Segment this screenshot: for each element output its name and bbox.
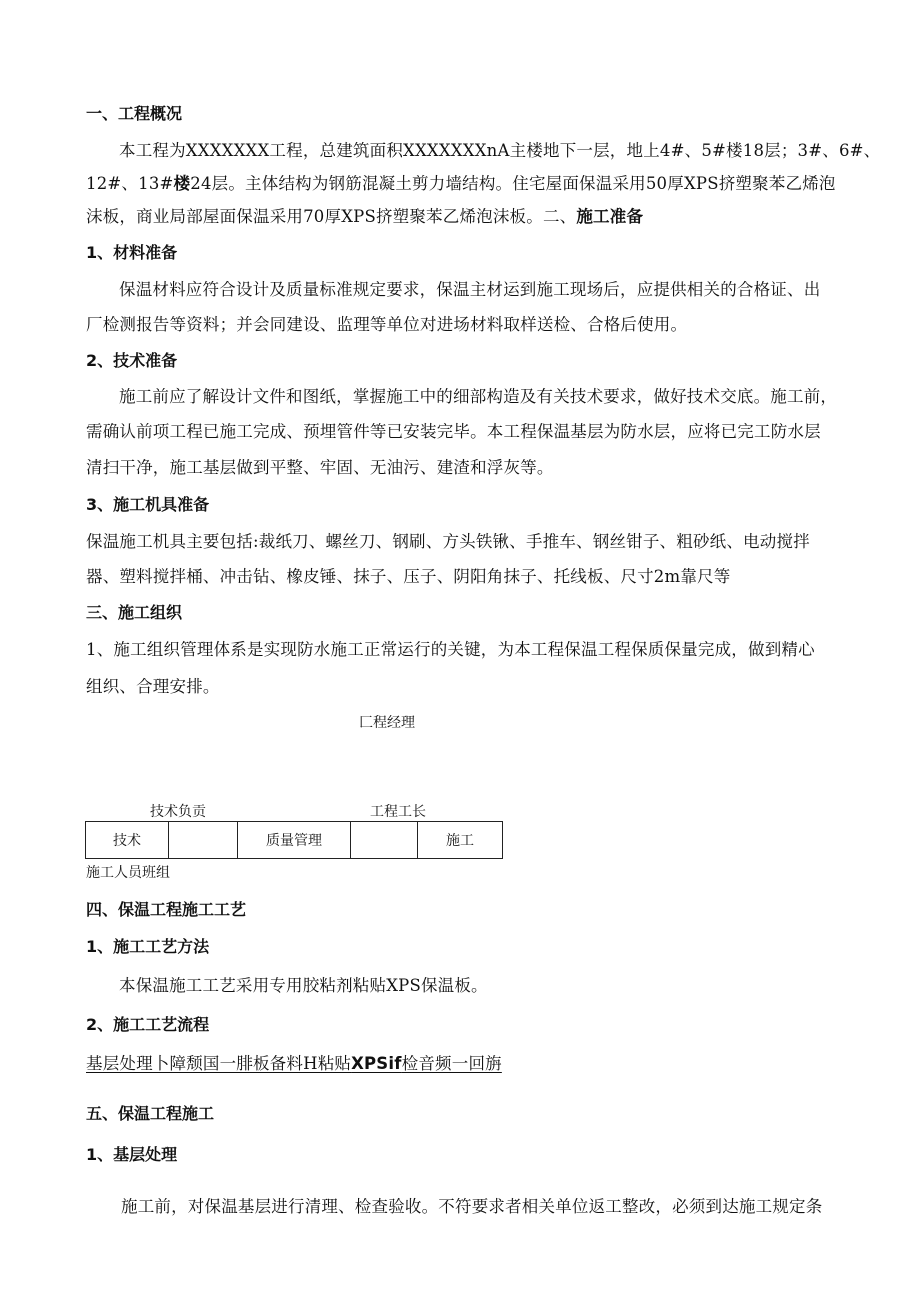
tech-prep-heading: 2、技术准备: [86, 351, 178, 370]
section-2-heading: 施工准备: [576, 207, 644, 226]
line-2-part-b: 楼: [173, 174, 191, 193]
section-1-line-3: [86, 203, 643, 227]
materials-heading: 1、材料准备: [86, 243, 178, 262]
org-chart-table: [85, 821, 503, 859]
section-1-heading: 一、工程概况: [86, 104, 183, 123]
tech-prep-line-1: 施工前应了解设计文件和图纸，掌握施工中的细部构造及有关技术要求，做好技术交底。施工前，: [119, 387, 838, 406]
flow-heading: 2、施工工艺流程: [86, 1015, 210, 1034]
section-3-line-1: 1、施工组织管理体系是实现防水施工正常运行的关键，为本工程保温工程保质保量完成，做到精心: [86, 640, 815, 659]
org-cell-empty-2: [351, 822, 418, 859]
flow-part-a: 基层处理卜障颓国一腓板备料H粘贴: [86, 1054, 352, 1073]
line-2-part-c: 24层。主体结构为钢筋混凝土剪力墙结构。住宅屋面保温采用50厚XPS挤塑聚苯乙烯泡: [190, 174, 836, 193]
org-top-label: 匚程经理: [359, 715, 415, 731]
tech-prep-line-2: 需确认前项工程已施工完成、预埋管件等已安装完毕。本工程保温基层为防水层，应将已完工防水层: [86, 422, 821, 441]
materials-line-2: 厂检测报告等资料；并会同建设、监理等单位对进场材料取样送检、合格后使用。: [86, 315, 688, 334]
method-text: 本保温施工工艺采用专用胶粘剂粘贴XPS保温板。: [119, 976, 488, 995]
tools-line-2: 器、塑料搅拌桶、冲击钻、橡皮锤、抹子、压子、阴阳角抹子、托线板、尺寸2m靠尺等: [86, 567, 731, 586]
org-foreman-label: 工程工长: [370, 804, 426, 820]
org-tech-lead-label: 技术负贡: [150, 804, 206, 820]
section-4-heading: 四、保温工程施工工艺: [86, 900, 247, 919]
materials-line-1: 保温材料应符合设计及质量标准规定要求，保温主材运到施工现场后，应提供相关的合格证、出: [119, 280, 821, 299]
flow-part-c: 检音频一回旃: [401, 1054, 502, 1073]
tech-prep-line-3: 清扫干净，施工基层做到平整、牢固、无油污、建渣和浮灰等。: [86, 458, 554, 477]
section-1-line-1: 本工程为XXXXXXX工程，总建筑面积XXXXXXXnA主楼地下一层，地上4#、5#楼18层；3#、6#、: [119, 141, 881, 160]
section-1-line-2: [86, 170, 836, 194]
section-3-line-2: 组织、合理安排。: [86, 677, 220, 696]
org-cell-quality: 质量管理: [238, 822, 351, 859]
line-2-part-a: 12#、13#: [86, 174, 174, 193]
base-treatment-heading: 1、基层处理: [86, 1145, 178, 1164]
line-3-part-a: 沫板，商业局部屋面保温采用70厚XPS挤塑聚苯乙烯泡沫板。二、: [86, 207, 577, 226]
org-cell-construction: 施工: [418, 822, 503, 859]
section-3-heading: 三、施工组织: [86, 603, 183, 622]
flow-part-b: XPSif: [351, 1054, 402, 1073]
process-flow-line: [86, 1050, 502, 1074]
tools-line-1: 保温施工机具主要包括:裁纸刀、螺丝刀、钢刷、方头铁锹、手推车、钢丝钳子、粗砂纸、电动搅拌: [86, 532, 810, 551]
org-cell-tech: 技术: [86, 822, 169, 859]
base-treatment-line-1: 施工前，对保温基层进行清理、检查验收。不符要求者相关单位返工整改，必须到达施工规定条: [121, 1197, 823, 1216]
org-cell-empty-1: [169, 822, 238, 859]
org-chart-row: [86, 822, 503, 859]
org-bottom-label: 施工人员班组: [86, 865, 170, 881]
section-5-heading: 五、保温工程施工: [86, 1104, 215, 1123]
tools-heading: 3、施工机具准备: [86, 495, 210, 514]
method-heading: 1、施工工艺方法: [86, 937, 210, 956]
